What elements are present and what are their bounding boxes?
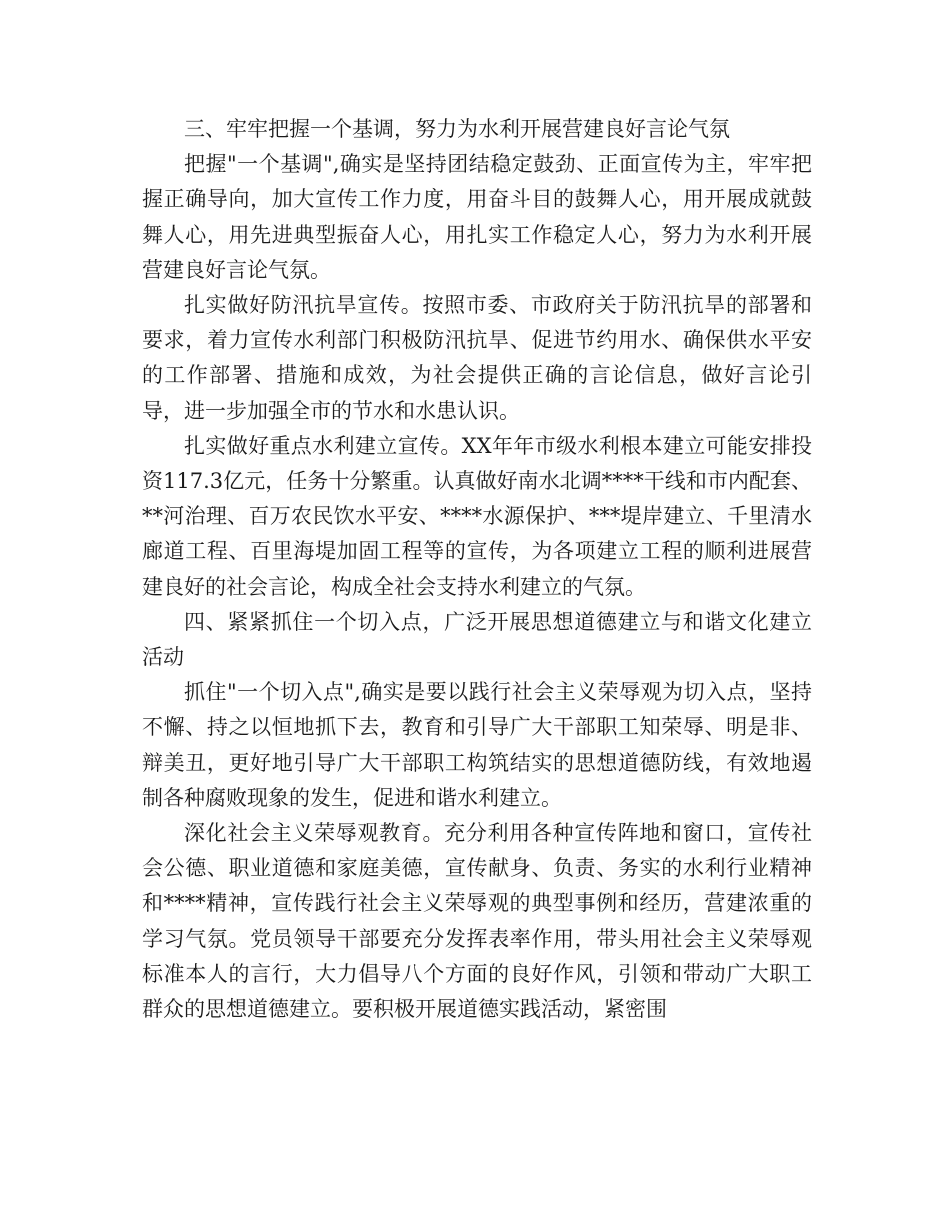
paragraph-keynote: 把握"一个基调",确实是坚持团结稳定鼓劲、正面宣传为主，牢牢把握正确导向，加大宣传工作力度，用奋斗目的鼓舞人心，用开展成就鼓舞人心，用先进典型振奋人心，用扎实工作稳定人心，努力为水利开展营建良好言论气氛。 — [142, 152, 812, 282]
paragraph-entry-point: 抓住"一个切入点",确实是要以践行社会主义荣辱观为切入点，坚持不懈、持之以恒地抓下去，教育和引导广大干部职工知荣辱、明是非、辩美丑，更好地引导广大干部职工构筑结实的思想道德防线，有效地遏制各种腐败现象的发生，促进和谐水利建立。 — [142, 680, 812, 810]
paragraph-honor-education: 深化社会主义荣辱观教育。充分利用各种宣传阵地和窗口，宣传社会公德、职业道德和家庭美德，宣传献身、负责、务实的水利行业精神和****精神，宣传践行社会主义荣辱观的典型事例和经历，营建浓重的学习气氛。党员领导干部要充分发挥表率作用，带头用社会主义荣辱观标准本人的言行，大力倡导八个方面的良好作风，引领和带动广大职工群众的思想道德建立。要积极开展道德实践活动，紧密围 — [142, 821, 812, 1022]
paragraph-flood-drought: 扎实做好防汛抗旱宣传。按照市委、市政府关于防汛抗旱的部署和要求，着力宣传水利部门积极防汛抗旱、促进节约用水、确保供水平安的工作部署、措施和成效，为社会提供正确的言论信息，做好言论引导，进一步加强全市的节水和水患认识。 — [142, 293, 812, 423]
paragraph-key-projects: 扎实做好重点水利建立宣传。XX年年市级水利根本建立可能安排投资117.3亿元，任务十分繁重。认真做好南水北调****干线和市内配套、**河治理、百万农民饮水平安、****水源保护、***堤岸建立、千里清水廊道工程、百里海堤加固工程等的宣传，为各项建立工程的顺利进展营建良好的社会言论，构成全社会支持水利建立的气氛。 — [142, 433, 812, 599]
section-heading-three: 三、牢牢把握一个基调，努力为水利开展营建良好言论气氛 — [184, 117, 730, 141]
section-heading-four: 四、紧紧抓住一个切入点，广泛开展思想道德建立与和谐文化建立活动 — [142, 609, 812, 670]
document-page — [142, 112, 812, 1027]
